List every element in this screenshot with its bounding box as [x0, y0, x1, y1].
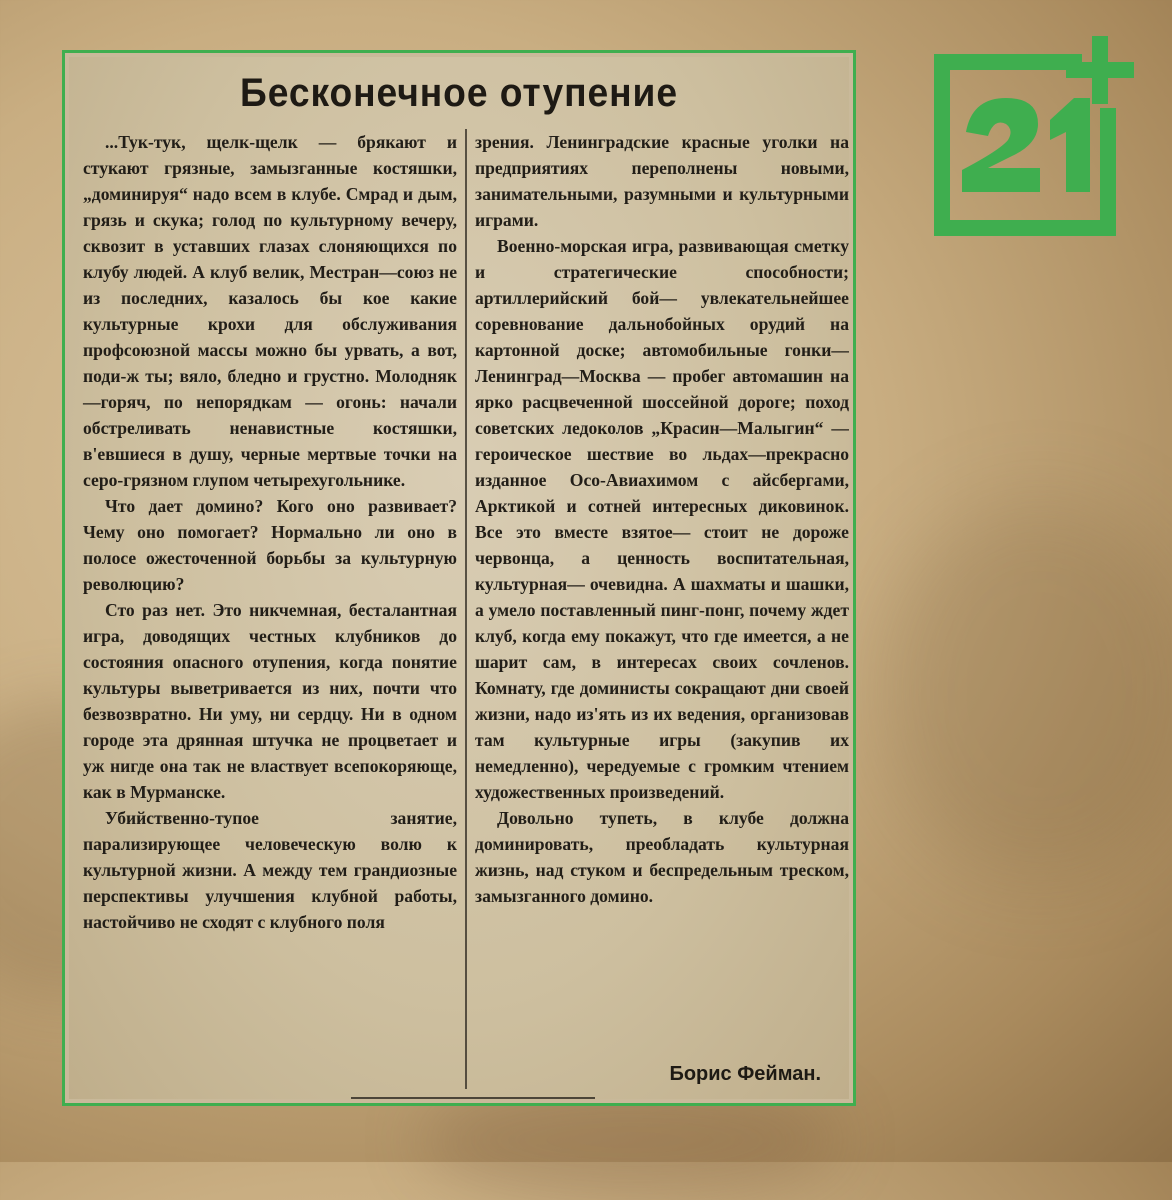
article-paragraph: Довольно тупеть, в клубе должна доминировать, преобладать культурная жизнь, над стуком и беспредельным треском, замызганного домино. [475, 808, 849, 906]
bottom-rule [351, 1097, 595, 1099]
author-signature: Борис Фейман. [669, 1063, 821, 1085]
article-paragraph: Что дает домино? Кого оно развивает? Чему оно помогает? Нормально ли оно в полосе ожесточенной борьбы за культурную революцию? [83, 496, 457, 594]
article-paragraph: зрения. Ленинградские красные уголки на предприятиях переполнены новыми, занимательными, разумными и культурными играми. [475, 132, 849, 230]
newspaper-clipping-frame [62, 50, 856, 1106]
article-paragraph: Убийственно-тупое занятие, парализирующее человеческую волю к культурной жизни. А между тем грандиозные перспективы улучшения клубной работы, настойчиво не сходят с клубного поля [83, 808, 457, 932]
newspaper-clipping [69, 57, 849, 1099]
channel-21-plus-logo [932, 32, 1136, 236]
article-headline: Бесконечное отупение [240, 71, 678, 115]
paper-stain [880, 500, 1172, 880]
article-paragraph: Военно-морская игра, развивающая сметку и стратегические способности; артиллерийский бой— увлекательнейшее соревнование дальнобойных орудий на картонной доске; автомобильные гонки—Ленинград—Москва — пробег автомашин на ярко расцвеченной шоссейной дороге; поход советских ледоколов „Красин—Малыгин“ — героическое шествие во льдах—прекрасно изданное Осо-Авиахимом с айсбергами, Арктикой и сотней интересных диковинок. Все это вместе взятое— стоит не дороже червонца, а ценность воспитательная, культурная— очевидна. А шахматы и шашки, а умело поставленный пинг-понг, почему ждет клуб, когда ему покажут, что где имеется, а не шарит сам, в интересах своих сочленов. Комнату, где доминисты сокращают дни своей жизни, надо из'ять из их ведения, организовав там культурные игры (закупив их немедленно), чередуемые с громким чтением художественных произведений. [475, 236, 849, 802]
column-divider [465, 129, 467, 1089]
article-column-left [83, 129, 457, 935]
article-column-right [475, 129, 849, 909]
article-paragraph: ...Тук-тук, щелк-щелк — брякают и стукают грязные, замызганные костяшки, „доминируя“ надо всем в клубе. Смрад и дым, грязь и скука; голод по культурному вечеру, сквозит в уставших глазах слоняющихся по клубу людей. А клуб велик, Местран—союз не из последних, казалось бы кое какие культурные крохи для обслуживания профсоюзной массы можно бы урвать, а вот, поди-ж ты; вяло, бледно и грустно. Молодняк—горяч, по непорядкам — огонь: начали обстреливать ненавистные костяшки, в'евшиеся в душу, черные мертвые точки на серо-грязном глупом четырехугольнике. [83, 132, 457, 490]
article-paragraph: Сто раз нет. Это никчемная, бесталантная игра, доводящих честных клубников до состояния опасного отупения, когда понятие культуры выветривается из них, почти что безвозвратно. Ни уму, ни сердцу. Ни в одном городе эта дрянная штучка не процветает и уж нигде она так не властвует всепокоряюще, как в Мурманске. [83, 600, 457, 802]
